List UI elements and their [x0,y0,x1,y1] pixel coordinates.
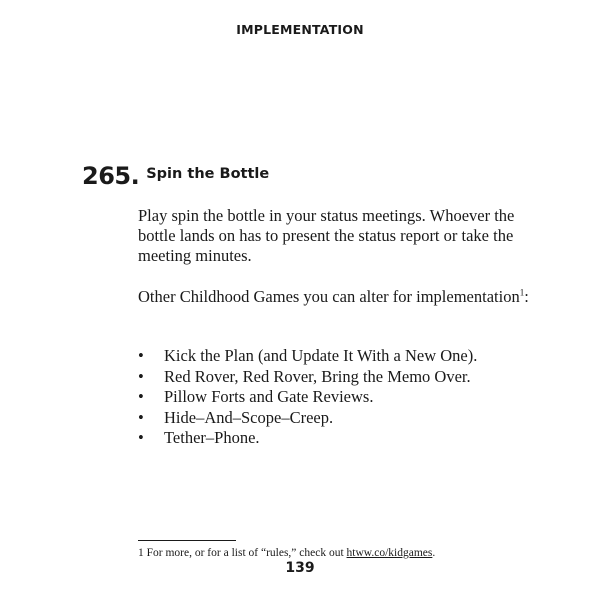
entry-number: 265. [82,162,140,190]
bullet-glyph: • [138,428,144,447]
paragraph-other-games-end: : [524,287,529,306]
list-item-text: Tether–Phone. [164,428,260,447]
running-head: IMPLEMENTATION [236,22,364,37]
entry-heading [82,162,269,190]
footnote [138,546,435,560]
list-item [138,428,558,449]
list-item [138,387,558,408]
page-number: 139 [285,560,315,576]
paragraph-description: Play spin the bottle in your status meetings. Whoever the bottle lands on has to present the status report or take the meeting minutes. [138,206,515,265]
list-item [138,408,558,429]
list-item-text: Red Rover, Red Rover, Bring the Memo Over. [164,366,471,386]
bullet-glyph: • [138,366,144,386]
footnote-link[interactable]: htww.co/kidgames [346,547,433,559]
list-item-text: Pillow Forts and Gate Reviews. [164,387,374,406]
bullet-glyph: • [138,387,144,406]
footnote-reference: 1 [519,287,525,298]
bullet-glyph: • [138,346,144,365]
list-item [138,367,558,388]
footnote-divider [138,540,236,541]
footnote-end: . [432,547,436,559]
paragraph-other-games [138,287,538,307]
footnote-text: 1 For more, or for a list of “rules,” check out [138,547,347,559]
games-list [138,346,558,449]
list-item-text: Kick the Plan (and Update It With a New One). [164,346,478,365]
bullet-glyph: • [138,407,144,427]
entry-title: Spin the Bottle [146,166,270,182]
paragraph-other-games-text: Other Childhood Games you can alter for implementation [138,287,520,306]
list-item [138,346,558,367]
list-item-text: Hide–And–Scope–Creep. [164,407,334,427]
